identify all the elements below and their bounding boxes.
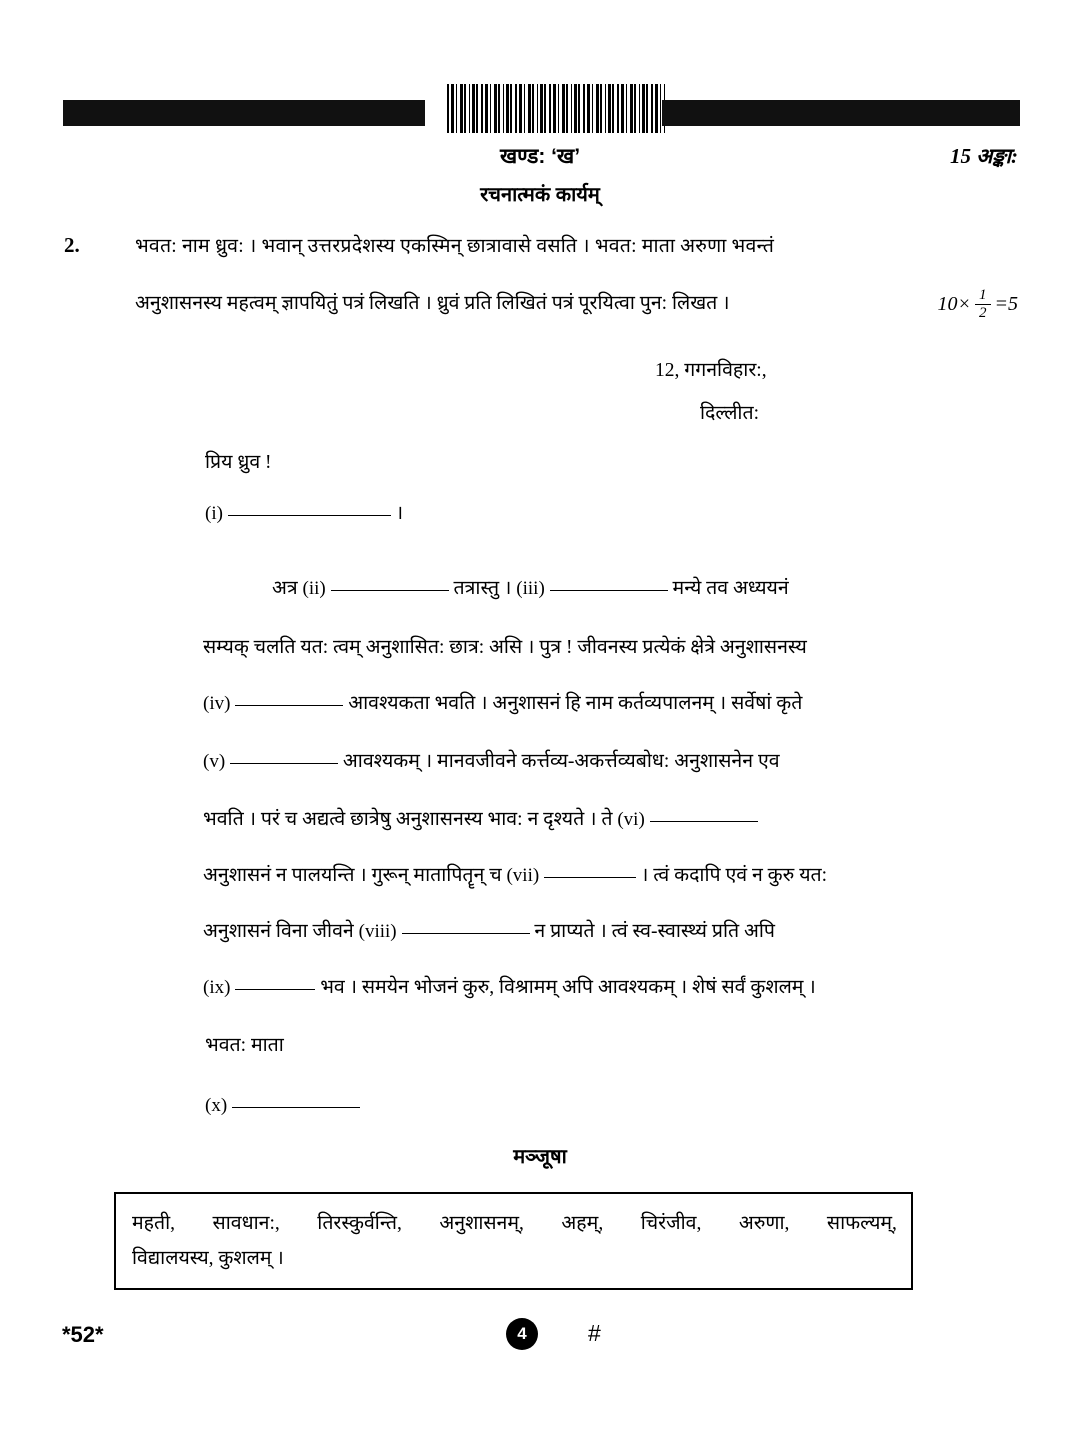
letter-address-line-1: 12, गगनविहार:, [655, 360, 767, 381]
letter-body-line-7 [203, 918, 775, 945]
question-text-line-2: अनुशासनस्य महत्वम् ज्ञापयितुं पत्रं लिखति । ध्रुवं प्रति लिखितं पत्रं पूरयित्वा पुन: लिखत । [135, 293, 730, 314]
letter-address-line-2: दिल्लीत: [700, 403, 760, 424]
manjusha-word: महती, [132, 1213, 176, 1234]
answer-blank[interactable] [402, 918, 530, 934]
footer-paper-code: *52* [62, 1322, 104, 1347]
manjusha-content [132, 1206, 897, 1276]
letter-body-line-1 [272, 575, 789, 602]
section-total-marks: 15 अङ्का: [949, 144, 1018, 168]
answer-blank-x[interactable] [232, 1092, 360, 1108]
page-number-badge: 4 [506, 1318, 538, 1350]
letter-text-run: अनुशासनं न पालयन्ति । गुरून् मातापितॄन् च [203, 865, 507, 886]
answer-label: (vi) [617, 809, 645, 830]
answer-label: (v) [203, 751, 226, 772]
danda-i: । [395, 503, 404, 524]
answer-label: (vii) [506, 865, 540, 886]
answer-label-i: (i) [205, 503, 223, 524]
answer-blank-i[interactable] [228, 500, 391, 516]
answer-blank[interactable] [550, 575, 668, 591]
manjusha-word: सावधान:, [212, 1213, 280, 1234]
letter-closing: भवत: माता [205, 1035, 284, 1056]
marks-fraction [975, 288, 991, 322]
question-text-line-1: भवत: नाम ध्रुव: । भवान् उत्तरप्रदेशस्य एकस्मिन् छात्रावासे वसति । भवत: माता अरुणा भवन्तं [135, 236, 775, 257]
letter-body-line-5 [203, 806, 758, 833]
answer-label-x: (x) [205, 1095, 228, 1116]
letter-text-run: सम्यक् चलति यत: त्वम् अनुशासित: छात्र: असि । पुत्र ! जीवनस्य प्रत्येकं क्षेत्रे अनुशासनस्य [203, 637, 807, 658]
letter-text-run: अत्र [272, 578, 298, 599]
answer-line-x [205, 1092, 360, 1119]
letter-body-line-2 [203, 635, 807, 661]
footer-hash-mark: # [588, 1320, 601, 1346]
letter-body-line-8 [203, 974, 816, 1001]
manjusha-word: चिरंजीव, [640, 1213, 702, 1234]
marks-fraction-denominator: 2 [979, 305, 987, 322]
manjusha-title: मञ्जूषा [513, 1146, 567, 1168]
answer-label: (iv) [203, 693, 231, 714]
top-black-bar-right [662, 100, 1020, 126]
barcode-icon [447, 84, 665, 133]
letter-text-run: न प्राप्यते । त्वं स्व-स्वास्थ्यं प्रति अपि [534, 921, 776, 942]
letter-text-run: भवति । परं च अद्यत्वे छात्रेषु अनुशासनस्य भाव: न दृश्यते । ते [203, 809, 618, 830]
answer-blank[interactable] [235, 690, 343, 706]
answer-blank[interactable] [650, 806, 758, 822]
manjusha-word: अरुणा, [738, 1213, 790, 1234]
marks-multiplier: 10× [937, 293, 971, 316]
manjusha-word: अहम्, [561, 1213, 604, 1234]
answer-blank[interactable] [235, 974, 315, 990]
letter-text-run: भव । समयेन भोजनं कुरु, विश्रामम् अपि आवश्यकम् । शेषं सर्वं कुशलम् । [320, 977, 816, 998]
answer-label: (ix) [203, 977, 231, 998]
letter-salutation: प्रिय ध्रुव ! [205, 452, 272, 473]
letter-text-run: अनुशासनं विना जीवने [203, 921, 359, 942]
marks-fraction-numerator: 1 [975, 288, 991, 305]
letter-text-run: । त्वं कदापि एवं न कुरु यत: [640, 865, 828, 886]
answer-blank[interactable] [331, 575, 449, 591]
section-subtitle: रचनात्मकं कार्यम् [480, 184, 600, 206]
manjusha-word: साफल्यम्, [826, 1213, 897, 1234]
answer-label: (iii) [516, 578, 545, 599]
manjusha-box [114, 1192, 913, 1290]
letter-text-run: आवश्यकता भवति । अनुशासनं हि नाम कर्तव्यपालनम् । सर्वेषां कृते [348, 693, 803, 714]
manjusha-row-1 [132, 1206, 897, 1241]
letter-text-run: मन्ये तव अध्ययनं [672, 578, 789, 599]
answer-blank[interactable] [544, 862, 636, 878]
letter-body-line-4 [203, 748, 780, 775]
letter-body-line-3 [203, 690, 802, 717]
letter-text-run: तत्रास्तु । [453, 578, 517, 599]
manjusha-word: अनुशासनम्, [439, 1213, 524, 1234]
letter-text-run: आवश्यकम् । मानवजीवने कर्त्तव्य-अकर्त्तव्यबोध: अनुशासनेन एव [342, 751, 780, 772]
answer-blank[interactable] [230, 748, 338, 764]
top-black-bar-left [63, 100, 425, 126]
answer-label: (viii) [358, 921, 397, 942]
manjusha-row-2: विद्यालयस्य, कुशलम् । [132, 1248, 284, 1269]
question-number: 2. [64, 233, 80, 257]
letter-body-line-6 [203, 862, 827, 889]
question-marks [938, 288, 1019, 322]
answer-label: (ii) [302, 578, 326, 599]
answer-line-i [205, 500, 403, 527]
marks-equals: =5 [994, 293, 1018, 316]
manjusha-word: तिरस्कुर्वन्ति, [317, 1213, 402, 1234]
section-title: खण्ड: ‘ख’ [499, 145, 581, 168]
